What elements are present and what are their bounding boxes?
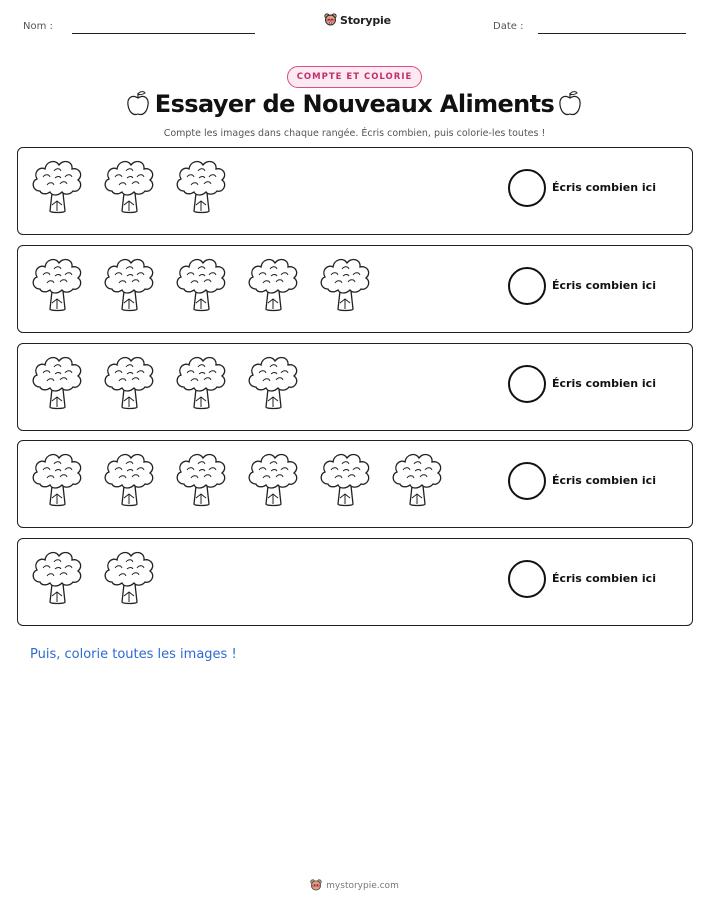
activity-badge-label: COMPTE ET COLORIE (296, 72, 413, 82)
answer-circle[interactable] (508, 267, 546, 305)
row-items (30, 450, 445, 520)
site-footer (0, 879, 709, 892)
answer-label: Écris combien ici (552, 278, 656, 292)
broccoli-icon[interactable] (174, 157, 229, 215)
answer-label: Écris combien ici (552, 572, 656, 586)
answer-label: Écris combien ici (552, 376, 656, 390)
answer-circle[interactable] (508, 169, 546, 207)
counting-row (17, 440, 693, 528)
title-row (0, 88, 709, 124)
answer-label: Écris combien ici (552, 181, 656, 194)
broccoli-icon[interactable] (174, 450, 229, 508)
broccoli-icon[interactable] (30, 450, 85, 508)
broccoli-icon[interactable] (174, 353, 229, 411)
broccoli-icon[interactable] (318, 255, 373, 313)
brand-logo (324, 13, 391, 27)
coloring-note: Puis, colorie toutes les images ! (30, 647, 237, 662)
broccoli-icon[interactable] (102, 353, 157, 411)
broccoli-icon[interactable] (246, 450, 301, 508)
broccoli-icon[interactable] (102, 157, 157, 215)
broccoli-icon[interactable] (30, 255, 85, 313)
worksheet-header (0, 0, 709, 50)
date-label: Date : (493, 21, 524, 32)
counting-row (17, 343, 693, 431)
broccoli-icon[interactable] (30, 353, 85, 411)
answer-circle[interactable] (508, 365, 546, 403)
storypie-bear-icon (310, 879, 322, 892)
page-title: Essayer de Nouveaux Aliments (154, 90, 555, 118)
date-line[interactable] (538, 33, 686, 34)
broccoli-icon[interactable] (30, 548, 85, 606)
broccoli-icon[interactable] (174, 255, 229, 313)
broccoli-icon[interactable] (102, 548, 157, 606)
answer-circle[interactable] (508, 560, 546, 598)
answer-circle[interactable] (508, 462, 546, 500)
broccoli-icon[interactable] (102, 255, 157, 313)
broccoli-icon[interactable] (102, 450, 157, 508)
row-items (30, 255, 373, 325)
storypie-bear-icon (324, 13, 337, 27)
name-label: Nom : (23, 21, 53, 32)
broccoli-icon[interactable] (246, 255, 301, 313)
broccoli-icon[interactable] (390, 450, 445, 508)
counting-row (17, 245, 693, 333)
brand-name: Storypie (340, 13, 391, 27)
row-items (30, 157, 229, 227)
answer-label: Écris combien ici (552, 474, 656, 488)
broccoli-icon[interactable] (318, 450, 373, 508)
site-url: mystorypie.com (326, 880, 399, 891)
activity-badge (287, 66, 422, 88)
counting-rows (17, 147, 693, 636)
row-items (30, 353, 301, 423)
broccoli-icon[interactable] (30, 157, 85, 215)
apple-icon (558, 90, 582, 118)
counting-row (17, 147, 693, 235)
broccoli-icon[interactable] (246, 353, 301, 411)
counting-row (17, 538, 693, 626)
name-line[interactable] (72, 33, 255, 34)
instructions-text: Compte les images dans chaque rangée. Écris combien, puis colorie-les toutes ! (163, 128, 546, 139)
row-items (30, 548, 157, 618)
